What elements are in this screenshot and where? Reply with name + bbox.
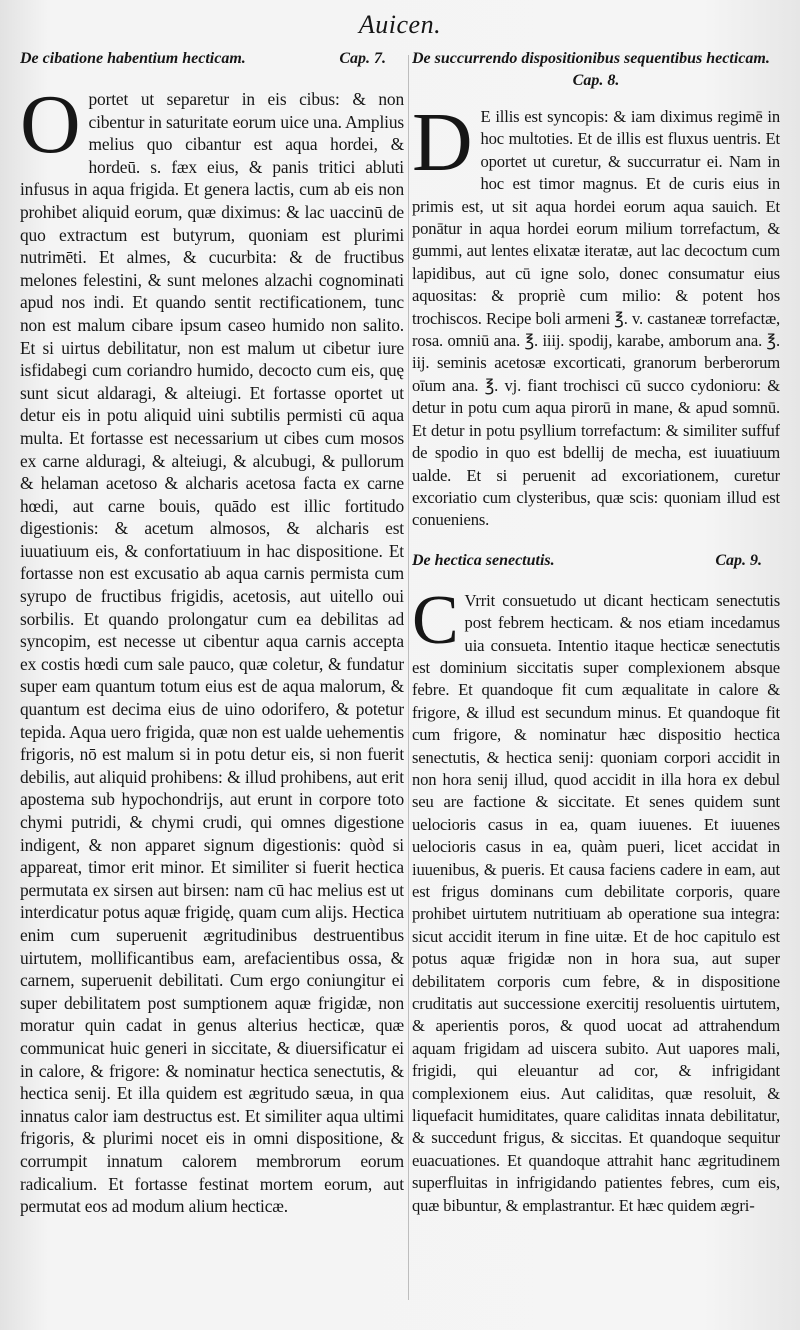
chapter-8-drop-cap: D: [412, 96, 473, 189]
chapter-7-drop-cap: O: [20, 78, 81, 171]
chapter-9-heading: [412, 550, 780, 572]
chapter-8-heading: [412, 48, 780, 92]
chapter-8-body: [412, 96, 780, 532]
right-column: [412, 48, 780, 1217]
column-divider: [408, 55, 409, 1300]
running-head: Auicen.: [358, 10, 442, 39]
chapter-9-number: Cap. 9.: [715, 551, 762, 569]
chapter-7-number: Cap. 7.: [339, 50, 386, 67]
chapter-9-drop-cap: C: [412, 581, 459, 659]
chapter-7-heading: [20, 48, 404, 70]
chapter-9-title: De hectica senectutis.: [412, 551, 555, 569]
chapter-8-title: De succurrendo dispositionibus sequentibus hecticam.: [412, 50, 770, 67]
chapter-7-text: portet ut separetur in eis cibus: & non cibentur in saturitate eorum uice una. Amplius melius quo cibantur est aqua hordei, & hordeū. s. fæx eius, & panis tritici abluti infusus in aqua frigida. Et genera lactis, cum ab eis non prohibet aliquid eorum, quæ diximus: & lac uaccinū de quo extractum est butyrum, quoniam est plurimi nutrimēti. Et almes, & cucurbita: & de fructibus melones felestini, & sunt melones alzachi cognominati apud nos indi. Et quando sentit rectificationem, tunc non est malum cibare ipsum caseo humido non salito. Et si uirtus debilitatur, non est malum ut cibetur iure isfidabegi cum coriandro humido, decocto cum eis, quę sunt sicut aldaragi, & alteiugi. Et fortasse oportet ut detur eis in potu aliquid uini subtilis permisti cū aqua multa. Et fortasse est necessarium ut cibes cum mosos ex carne alduragi, & alteiugi, & alcubugi, & pullorum & helaman acetoso & alcharis acetosa facta ex carne hœdi, aut carne bouis, quādo est illic fortitudo digestionis: & acetum almosos, & alcharis est iuuatiuum eis, & confortatiuum in hac dispositione. Et fortasse non est excusatio ab aqua carnis permista cum syrupo de fructibus frigidis, acetosis, aut uitello oui sorbilis. Et quando prolongatur cum ea debilitas ad syncopim, est necesse ut cibentur aqua carnis accepta ex costis hœdi cum sale pauco, quæ coletur, & fundatur super eam quantum totum eius est de aqua malorum, & quantum est decima eius de uino odorifero, & potetur tepida. Aqua uero frigida, quæ non est ualde uehementis frigoris, nō est malum si in potu detur eis, si non fuerit debilis, aut aliquid prohibens: & illud prohibens, aut erit apostema sub hypochondrijs, aut erunt in corpore toto chymi putridi, & chymi crudi, qui omnes digestione indigent, & non apparet signum digestionis: quòd si appareat, timor erit minor. Et similiter si fuerit hectica permutata ex sirsen aut birsen: nam cū hac melius est ut interdicatur potus aquæ frigidę, quam cum alijs. Hectica enim cum superuenit ægritudinibus destruentibus uirtutem, mollificantibus eam, arefacientibus ossa, & carnem, superuenit debilitati. Cum ergo coniungitur ei super debilitatem post sumptionem aquæ frigidæ, non moratur quin cadat in genus alterius hecticæ, quæ communicat huic generi in siccitate, & diuersificatur ei in calore, & frigore: & nominatur hectica senectutis, & hectica senij. Et illa quidem est ægritudo sæua, in qua innatus calor iam destructus est. Et similiter aqua ultimi frigoris, & plurimi nocet eis in omni dispositione, & corrumpit innatum calorem membrorum eorum radicalium. Et fortasse festinat mortem eorum, aut permutat eos ad modum alium hecticæ.: [20, 89, 404, 1217]
chapter-8-text: E illis est syncopis: & iam diximus regimē in hoc multoties. Et de illis est fluxus uentris. Et oportet ut curetur, & succurratur ei. Nam in hoc est timor magnus. Et de curis eius in primis est, ut sit aqua hordei eorum aqua sauich. Et ponātur in aqua hordei eorum milium torrefactum, & gummi, aut lentes elixatæ iteratæ, aut lac decoctum cum lapidibus, aut cū igne solo, donec consumatur eius aquositas: & propriè cum milio: & potent hos trochiscos. Recipe boli armeni ℥. v. castaneæ torrefactæ, rosa. omniū ana. ℥. iiij. spodij, karabe, amborum ana. ℥. iij. seminis acetosæ excorticati, granorum berberorum oīum ana. ℥. vj. fiant trochisci cū succo cydonioru: & detur in potu cum aqua pirorū in mane, & apud somnū. Et detur in potu psyllium torrefactum: & similiter suffuf de spodio in quo est bdellij de mecha, est iuuatiuum ualde. Et si peruenit ad excoriationem, curetur excoriatio cum clysteribus, quæ scis: quoniam illud est conueniens.: [412, 107, 780, 530]
chapter-9-text: Vrrit consuetudo ut dicant hecticam senectutis post febrem hecticam. & nos etiam incedamus uia consueta. Intentio itaque hecticæ senectutis est dominium siccitatis super complexionem absque febre. Et quandoque fit cum æqualitate in calore & frigore, & illud est secundum minus. Et quandoque fit cum frigore, & nominatur hæc dispositio hectica senectutis, & hectica senij: quoniam corpori accidit in non hora senij illud, quod accidit in illa hora ex debul seu are factione & siccitate. Et senes quidem sunt uelocioris casus in ea, quam iuuenes. Et iuuenes uelocioris casus in ea, quàm pueri, licet accidat in iuuenibus, & pueris. Et causa faciens cadere in eam, aut est frigus dominans cum debilitate corporis, quare prohibet uirtutem nutritiuam ab operatione sua integra: sicut accidit iterum in fine uitæ. Et de hoc capitulo est potus aquæ frigidæ non in hora sua, aut super debilitatem corporis cum febre, & in dispositione cruditatis aut successione exercitij resoluentis uirtutem, & aperientis poros, & quod uocat ad attrahendum aquam frigidam ad uiscera subito. Aut uapores mali, frigidi, qui eleuantur ad cor, & infrigidant complexionem eius. Aut caliditas, quæ resoluit, & liquefacit humiditates, quare caliditas innata debilitatur, & succedunt frigus, & siccitas. Et quandoque sequitur euacuationes. Et quandoque attrahit hanc ægritudinem superfluitas in infrigidando patientes febres, cum eis, quæ bibuntur, & emplastrantur. Et hæc quidem ægri-: [412, 590, 780, 1215]
chapter-7-body: [20, 78, 404, 1218]
chapter-7-title: De cibatione habentium hecticam.: [20, 50, 246, 67]
left-column: [20, 48, 404, 1218]
chapter-9-body: [412, 581, 780, 1217]
chapter-8-number: Cap. 8.: [572, 72, 620, 89]
